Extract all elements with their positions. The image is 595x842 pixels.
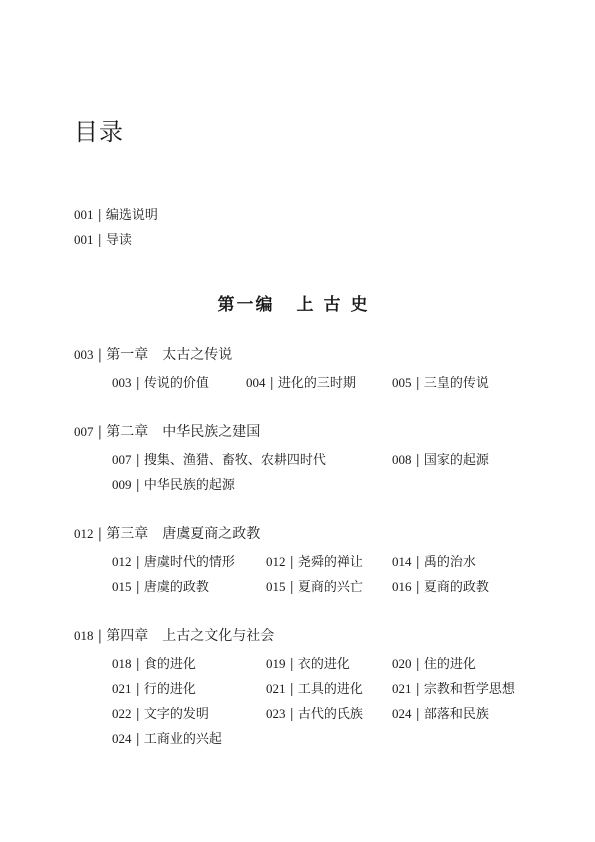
separator: | [135,555,140,570]
separator: | [135,376,140,391]
section-label: 古代的氏族 [297,707,363,722]
section-label: 夏商的兴亡 [297,580,363,595]
separator: | [269,376,274,391]
section-label: 国家的起源 [423,453,489,468]
page-number: 018 [112,656,132,671]
separator: | [415,657,420,672]
toc-entry-front[interactable] [74,207,158,224]
separator: | [135,682,140,697]
separator: | [415,707,420,722]
page-number: 021 [112,681,132,696]
section-label: 工具的进化 [297,682,363,697]
separator: | [135,478,140,493]
chapter-name: 太古之传说 [162,347,233,363]
separator: | [415,376,420,391]
section-label: 文字的发明 [143,707,209,722]
page-number: 016 [392,579,412,594]
page-number: 004 [246,375,266,390]
page-number: 012 [112,554,132,569]
toc-section[interactable] [392,452,489,469]
separator: | [97,347,103,363]
page-number: 023 [266,706,286,721]
toc-chapter[interactable] [74,526,260,542]
entry-label: 编选说明 [105,208,158,223]
page-number: 022 [112,706,132,721]
toc-section[interactable] [112,579,209,596]
chapter-number: 第二章 [106,424,149,440]
page-number: 014 [392,554,412,569]
toc-section[interactable] [266,706,363,723]
separator: | [415,682,420,697]
separator: | [97,233,102,248]
separator: | [135,732,140,747]
page-number: 024 [392,706,412,721]
page-number: 019 [266,656,286,671]
toc-section[interactable] [112,477,235,494]
separator: | [97,208,102,223]
toc-chapter[interactable] [74,424,260,440]
part-name: 第一编 [217,295,275,315]
section-label: 三皇的传说 [423,376,489,391]
section-label: 衣的进化 [297,657,350,672]
separator: | [289,657,294,672]
section-label: 传说的价值 [143,376,209,391]
toc-section[interactable] [266,554,363,571]
section-label: 夏商的政教 [423,580,489,595]
separator: | [135,657,140,672]
toc-section[interactable] [112,656,196,673]
page-number: 021 [392,681,412,696]
toc-section[interactable] [112,706,209,723]
page-number: 015 [112,579,132,594]
section-label: 尧舜的禅让 [297,555,363,570]
section-label: 宗教和哲学思想 [423,682,515,697]
section-label: 唐虞的政教 [143,580,209,595]
page-number: 003 [112,375,132,390]
page-number: 001 [74,232,94,247]
separator: | [135,453,140,468]
section-label: 中华民族的起源 [143,478,235,493]
page-number: 007 [112,452,132,467]
toc-section[interactable] [112,554,235,571]
separator: | [97,526,103,542]
toc-section[interactable] [246,375,356,392]
toc-section[interactable] [266,681,363,698]
section-label: 禹的治水 [423,555,476,570]
chapter-number: 第一章 [106,347,149,363]
separator: | [415,580,420,595]
section-label: 工商业的兴起 [143,732,222,747]
section-label: 进化的三时期 [277,376,356,391]
toc-section[interactable] [266,579,363,596]
page-number: 007 [74,424,94,439]
entry-label: 导读 [105,233,132,248]
page-number: 024 [112,731,132,746]
chapter-number: 第三章 [106,526,149,542]
part-subtitle: 上古史 [296,295,378,315]
chapter-number: 第四章 [106,628,149,644]
separator: | [289,580,294,595]
toc-section[interactable] [392,706,489,723]
chapter-name: 唐虞夏商之政教 [162,526,261,542]
page-number: 015 [266,579,286,594]
toc-section[interactable] [392,375,489,392]
toc-section[interactable] [392,579,489,596]
page-number: 012 [266,554,286,569]
page-number: 020 [392,656,412,671]
section-label: 唐虞时代的情形 [143,555,235,570]
toc-section[interactable] [112,731,222,748]
toc-section[interactable] [112,452,326,469]
separator: | [135,580,140,595]
part-heading [0,290,595,315]
separator: | [97,424,103,440]
page-number: 009 [112,477,132,492]
section-label: 食的进化 [143,657,196,672]
toc-section[interactable] [112,681,196,698]
toc-chapter[interactable] [74,628,274,644]
separator: | [289,707,294,722]
separator: | [289,682,294,697]
separator: | [415,453,420,468]
toc-section[interactable] [392,681,515,698]
separator: | [289,555,294,570]
toc-entry-front[interactable] [74,232,132,249]
separator: | [97,628,103,644]
section-label: 部落和民族 [423,707,489,722]
page-number: 005 [392,375,412,390]
toc-section[interactable] [392,554,476,571]
separator: | [135,707,140,722]
page-number: 012 [74,526,94,541]
toc-section[interactable] [112,375,209,392]
toc-chapter[interactable] [74,347,232,363]
toc-section[interactable] [266,656,350,673]
chapter-name: 中华民族之建国 [162,424,261,440]
page-number: 008 [392,452,412,467]
page-title: 目录 [74,118,124,146]
toc-section[interactable] [392,656,476,673]
separator: | [415,555,420,570]
page-number: 021 [266,681,286,696]
page-number: 018 [74,628,94,643]
section-label: 住的进化 [423,657,476,672]
section-label: 行的进化 [143,682,196,697]
section-label: 搜集、渔猎、畜牧、农耕四时代 [143,453,326,468]
page-number: 003 [74,347,94,362]
page-number: 001 [74,207,94,222]
chapter-name: 上古之文化与社会 [162,628,275,644]
